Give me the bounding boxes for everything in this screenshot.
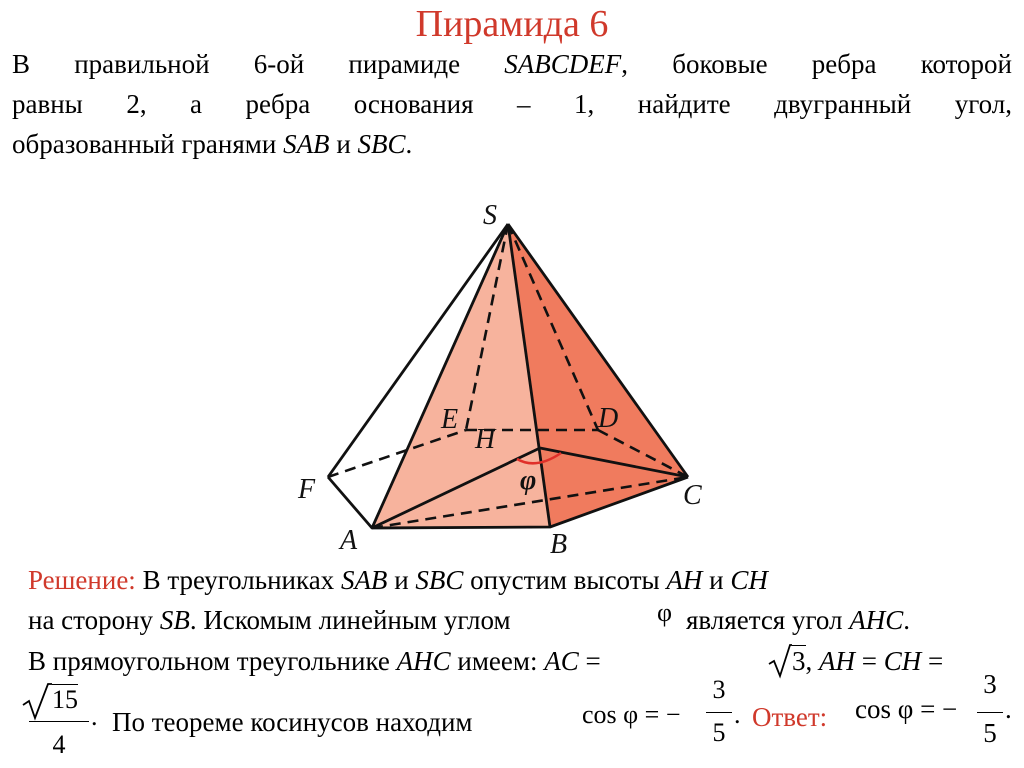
height-ch: CH — [883, 646, 922, 676]
side-ac: AC — [544, 646, 579, 676]
solution-text: = — [578, 646, 601, 676]
problem-line-2: равны 2, а ребра основания – 1, найдите двугранный угол, — [12, 89, 1012, 119]
solution-text: . — [903, 605, 910, 635]
triangle-sab: SAB — [340, 565, 388, 595]
triangle-ahc: AHC — [396, 646, 451, 676]
solution-text: опустим высоты — [463, 565, 667, 595]
solution-text: на сторону — [28, 605, 160, 635]
side-sb: SB — [159, 605, 190, 635]
cosine-theorem-text: По теореме косинусов находим — [112, 707, 473, 737]
page-title: Пирамида 6 — [415, 3, 609, 45]
cos-dot: . — [734, 700, 741, 729]
answer-denominator: 5 — [983, 718, 997, 748]
label-s: S — [483, 200, 497, 231]
label-a: A — [340, 525, 358, 556]
answer-dot: . — [1005, 694, 1012, 724]
problem-text: В правильной 6-ой пирамиде — [12, 49, 505, 79]
answer-numerator: 3 — [983, 669, 997, 699]
solution-text: является угол — [686, 605, 850, 635]
height-ah: AH — [819, 646, 855, 676]
cos-numerator: 3 — [712, 675, 726, 704]
label-e: E — [441, 404, 459, 435]
fraction-dot: . — [91, 702, 98, 731]
sqrt-sign — [768, 642, 792, 680]
solution-text: и — [702, 565, 731, 595]
solution-line-2-a — [28, 600, 511, 640]
sqrt15-sign — [22, 680, 52, 722]
solution-text: и — [387, 565, 416, 595]
solution-text: = — [921, 646, 944, 676]
label-b: B — [550, 529, 568, 560]
height-ah: AH — [666, 565, 703, 595]
fraction-bar — [29, 721, 89, 722]
problem-text: и — [329, 129, 358, 159]
problem-text: , боковые ребра которой — [621, 49, 1012, 79]
solution-line-3-b — [792, 641, 943, 681]
solution-line-1 — [28, 560, 768, 600]
pyramid-name: SABCDEF — [504, 49, 622, 79]
solution-line-3-a — [28, 641, 601, 681]
label-h: H — [475, 424, 496, 455]
solution-line-2-b — [686, 600, 910, 640]
problem-text: образованный гранями — [12, 129, 284, 159]
sqrt-radicand: 3 — [792, 646, 806, 676]
answer-label: Ответ: — [752, 702, 828, 732]
solution-text: имеем: — [450, 646, 545, 676]
answer-expression: cos φ = − — [855, 694, 958, 724]
fraction-denominator: 4 — [52, 730, 66, 759]
solution-text: = — [855, 646, 884, 676]
solution-label: Решение: — [28, 565, 136, 595]
label-phi: φ — [520, 465, 537, 496]
answer-fraction-bar — [977, 712, 1003, 713]
phi-symbol: φ — [657, 598, 673, 627]
label-d: D — [598, 403, 619, 434]
solution-text: В прямоугольном треугольнике — [28, 646, 397, 676]
face-sab: SAB — [283, 129, 330, 159]
solution-text: . Искомым линейным углом — [189, 605, 511, 635]
solution-text: В треугольниках — [135, 565, 341, 595]
problem-text: . — [405, 129, 413, 159]
cos-expression: cos φ = − — [582, 700, 681, 729]
sqrt15-radicand: 15 — [52, 685, 78, 714]
label-c: C — [683, 480, 702, 511]
cos-denominator: 5 — [712, 718, 726, 747]
label-f: F — [298, 474, 316, 505]
triangle-sbc: SBC — [415, 565, 464, 595]
solution-text: , — [805, 646, 819, 676]
height-ch: CH — [730, 565, 768, 595]
face-sbc: SBC — [357, 129, 406, 159]
cos-fraction-bar — [706, 712, 732, 713]
angle-ahc: AHC — [849, 605, 904, 635]
